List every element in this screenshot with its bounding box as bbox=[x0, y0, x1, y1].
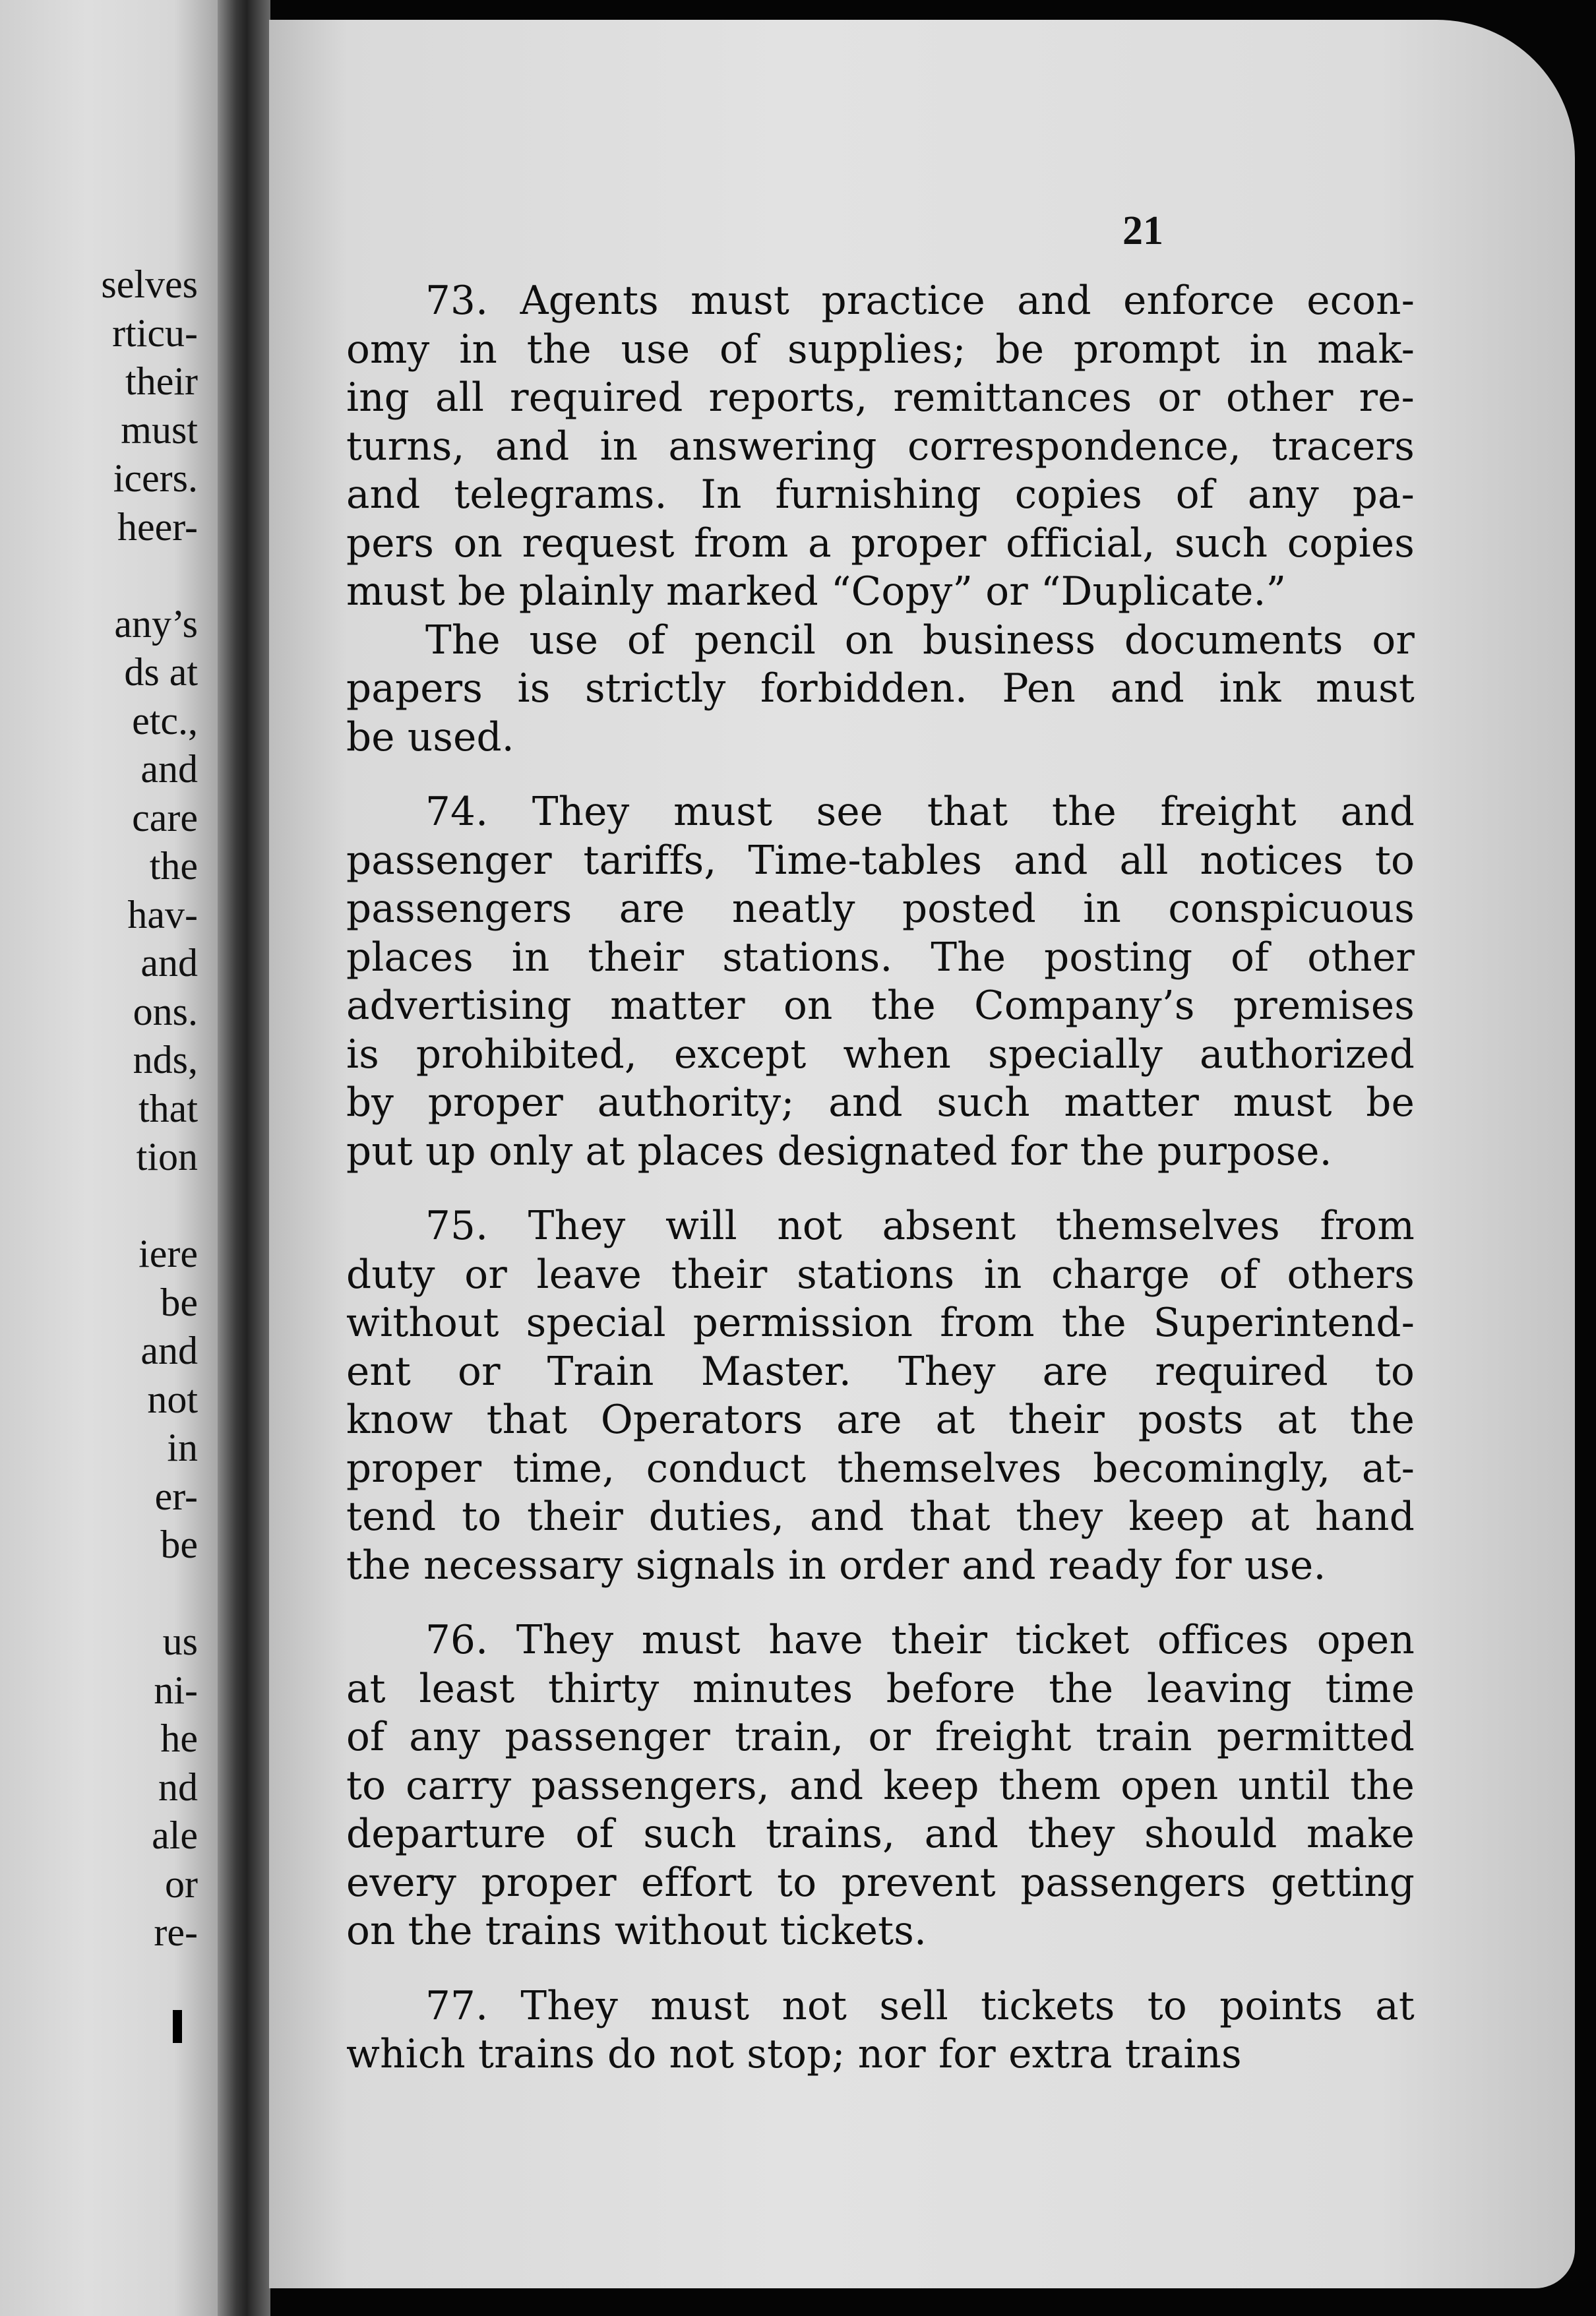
text-line: every proper effort to prevent passengers getting bbox=[346, 1860, 1415, 1906]
previous-page-fragment: ons. bbox=[133, 989, 198, 1033]
previous-page-fragment: be bbox=[160, 1280, 198, 1324]
previous-page-fragment: care bbox=[132, 795, 198, 839]
text-line: which trains do not stop; nor for extra trains bbox=[346, 2032, 1242, 2077]
text-line: passenger tariffs, Time-tables and all notices to bbox=[346, 838, 1415, 884]
paragraph-spacing bbox=[346, 1956, 1415, 1982]
paragraph-spacing bbox=[346, 762, 1415, 788]
text-line: must be plainly marked “Copy” or “Duplicate.” bbox=[346, 569, 1287, 615]
previous-page-fragment bbox=[0, 1182, 198, 1231]
previous-page-fragment: and bbox=[140, 1329, 198, 1372]
page-number: 21 bbox=[1122, 208, 1163, 253]
text-line: passengers are neatly posted in conspicuous bbox=[346, 886, 1415, 932]
text-line: tend to their duties, and that they keep at hand bbox=[346, 1494, 1415, 1540]
previous-page-fragment: hav- bbox=[127, 892, 198, 936]
text-line: 76. They must have their ticket offices open bbox=[425, 1618, 1415, 1663]
text-line: 74. They must see that the freight and bbox=[425, 789, 1415, 835]
previous-page-fragment: that bbox=[138, 1086, 198, 1130]
text-line: 73. Agents must practice and enforce econ- bbox=[425, 278, 1415, 324]
previous-page-fragment bbox=[0, 551, 198, 600]
text-line: know that Operators are at their posts at the bbox=[346, 1397, 1415, 1443]
text-line: papers is strictly forbidden. Pen and ink must bbox=[346, 666, 1415, 712]
paragraph-spacing bbox=[346, 1590, 1415, 1616]
previous-page-fragment: icers. bbox=[113, 456, 198, 500]
text-line: duty or leave their stations in charge of others bbox=[346, 1252, 1415, 1298]
book-gutter bbox=[218, 0, 270, 2316]
text-line: of any passenger train, or freight train permitted bbox=[346, 1715, 1415, 1760]
text-line: 77. They must not sell tickets to points at bbox=[425, 1983, 1415, 2029]
rule-paragraph-73 bbox=[346, 277, 1415, 617]
previous-page-fragment: and bbox=[140, 941, 198, 985]
text-line: and telegrams. In furnishing copies of any pa- bbox=[346, 472, 1415, 518]
previous-page-fragment: heer- bbox=[117, 504, 198, 549]
paragraph-spacing bbox=[346, 1176, 1415, 1202]
previous-page-fragment: in bbox=[167, 1426, 198, 1469]
binding-mark bbox=[173, 2010, 182, 2043]
previous-page-fragment: tion bbox=[136, 1135, 198, 1178]
previous-page-fragment: and bbox=[140, 747, 198, 791]
previous-page-fragment: etc., bbox=[132, 698, 198, 743]
previous-page-fragment: er- bbox=[154, 1474, 198, 1518]
previous-page-fragment: rticu- bbox=[112, 311, 198, 355]
text-line: by proper authority; and such matter must be bbox=[346, 1080, 1415, 1126]
previous-page-fragment: us bbox=[162, 1620, 198, 1663]
previous-page-fragment: he bbox=[160, 1717, 198, 1760]
previous-page-fragment: ale bbox=[152, 1813, 198, 1857]
previous-page-fragment: nd bbox=[158, 1765, 198, 1809]
text-line: on the trains without tickets. bbox=[346, 1908, 927, 1954]
previous-page-fragment: ds at bbox=[124, 650, 198, 694]
previous-page-fragment: nds, bbox=[133, 1038, 198, 1082]
previous-page-fragment: not bbox=[147, 1377, 198, 1421]
previous-page-text-fragments bbox=[0, 260, 198, 1957]
text-line: advertising matter on the Company’s premises bbox=[346, 983, 1415, 1029]
text-line: without special permission from the Superintend- bbox=[346, 1300, 1415, 1346]
previous-page-fragment: or bbox=[165, 1862, 198, 1906]
previous-page-fragment: re- bbox=[154, 1910, 198, 1954]
previous-page-fragment: be bbox=[160, 1523, 198, 1566]
text-line: places in their stations. The posting of other bbox=[346, 934, 1415, 981]
rule-paragraph-75 bbox=[346, 1202, 1415, 1590]
text-line: is prohibited, except when specially authorized bbox=[346, 1031, 1415, 1078]
previous-page-fragment: selves bbox=[101, 262, 198, 306]
previous-page-fragment: any’s bbox=[114, 601, 198, 646]
rule-paragraph-76 bbox=[346, 1616, 1415, 1956]
continuation-paragraph bbox=[346, 617, 1415, 762]
previous-page-fragment: their bbox=[125, 359, 198, 403]
rule-paragraph-74 bbox=[346, 788, 1415, 1176]
text-line: pers on request from a proper official, such copies bbox=[346, 520, 1415, 566]
text-line: put up only at places designated for the purpose. bbox=[346, 1128, 1332, 1174]
text-line: departure of such trains, and they should make bbox=[346, 1812, 1415, 1857]
text-line: be used. bbox=[346, 714, 514, 760]
previous-page-fragment: ni- bbox=[154, 1668, 198, 1712]
text-line: The use of pencil on business documents or bbox=[425, 617, 1415, 663]
text-line: turns, and in answering correspondence, tracers bbox=[346, 423, 1415, 470]
rule-paragraph-77 bbox=[346, 1982, 1415, 2079]
previous-page-edge bbox=[0, 0, 218, 2316]
previous-page-fragment: the bbox=[149, 844, 198, 888]
text-line: ent or Train Master. They are required to bbox=[346, 1349, 1415, 1395]
previous-page-fragment bbox=[0, 1569, 198, 1618]
previous-page-fragment: iere bbox=[138, 1232, 198, 1275]
text-line: omy in the use of supplies; be prompt in mak- bbox=[346, 326, 1415, 373]
text-line: 75. They will not absent themselves from bbox=[425, 1204, 1415, 1249]
text-line: at least thirty minutes before the leaving time bbox=[346, 1666, 1415, 1712]
previous-page-fragment: must bbox=[121, 408, 198, 452]
text-line: proper time, conduct themselves becomingly, at- bbox=[346, 1446, 1415, 1492]
text-line: to carry passengers, and keep them open until the bbox=[346, 1763, 1415, 1809]
text-line: ing all required reports, remittances or other re- bbox=[346, 375, 1415, 421]
rules-text bbox=[346, 277, 1415, 2079]
text-line: the necessary signals in order and ready for use. bbox=[346, 1542, 1326, 1589]
